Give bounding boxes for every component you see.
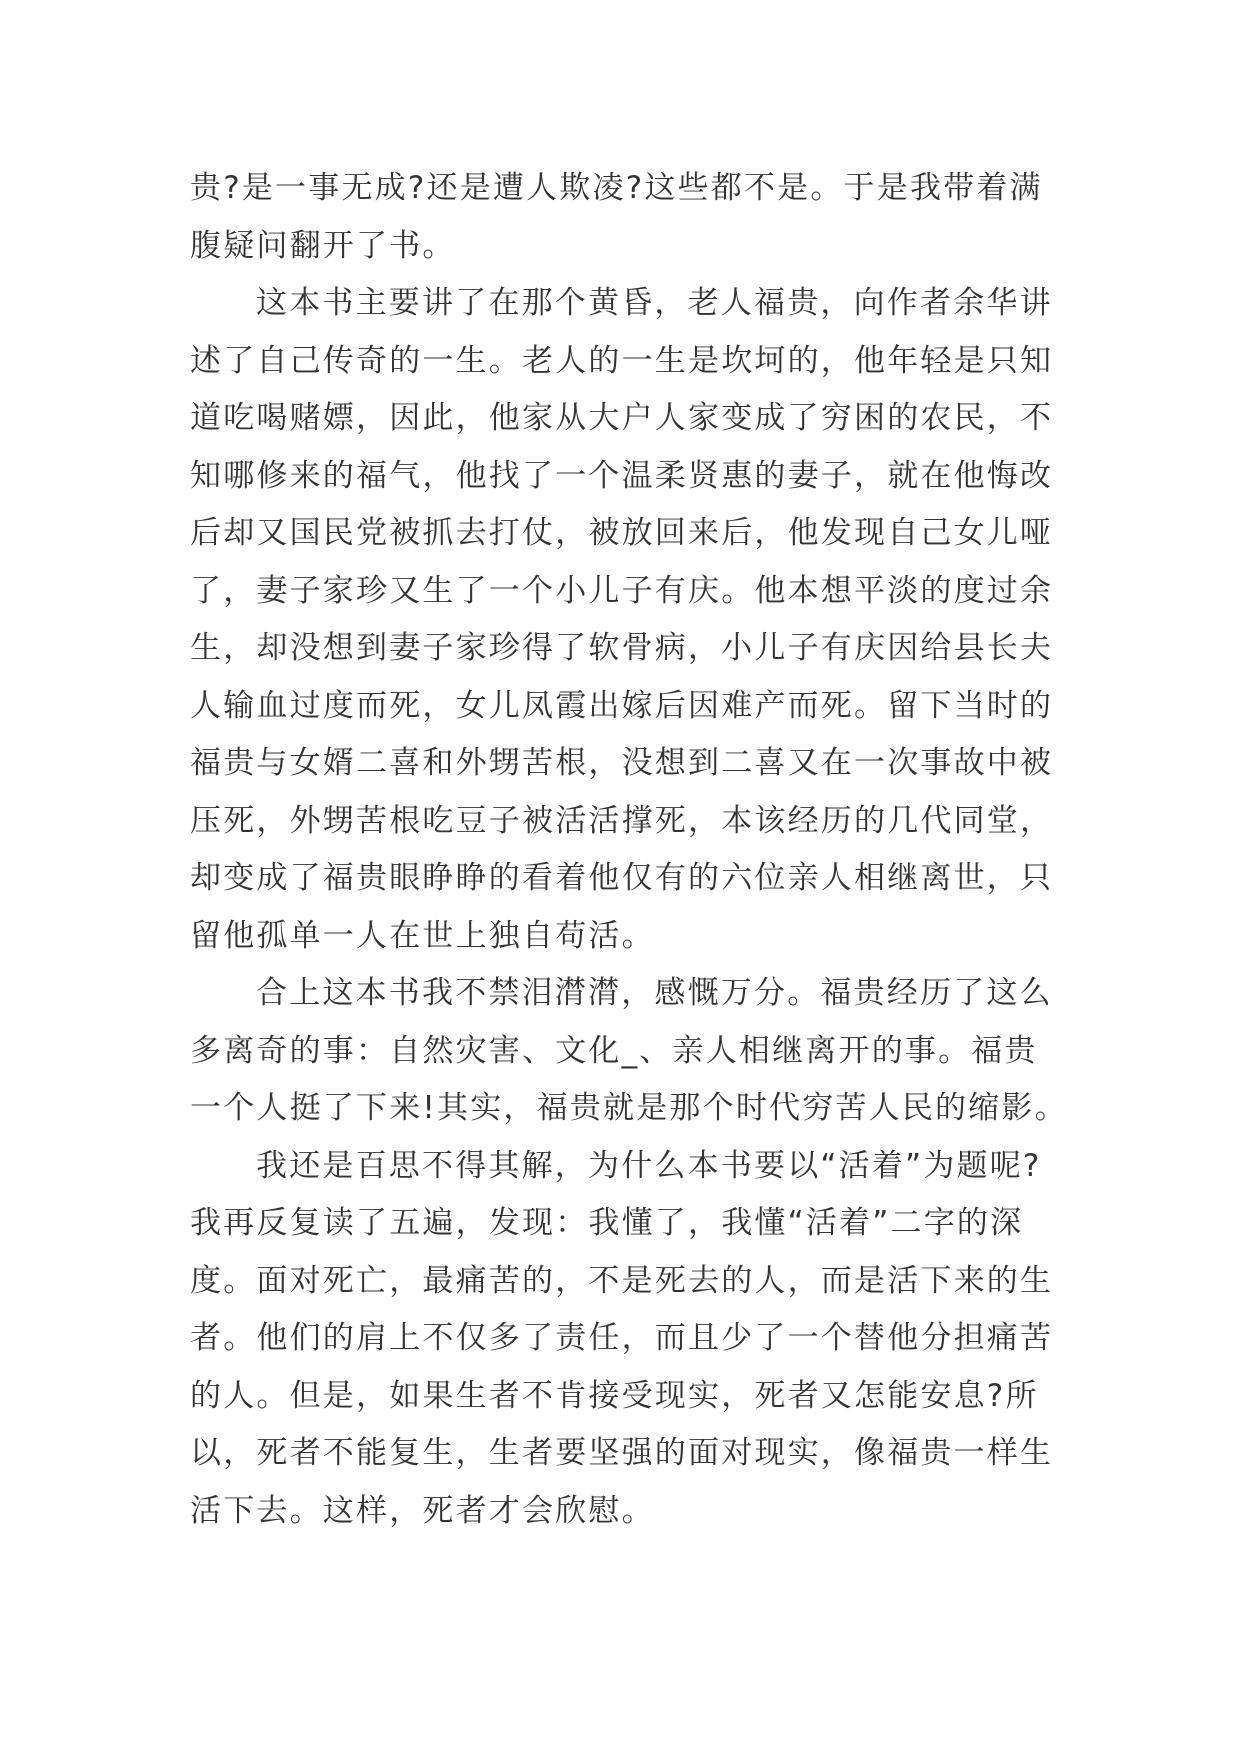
text-line: 合上这本书我不禁泪潸潸，感慨万分。福贵经历了这么 bbox=[256, 975, 1053, 1011]
text-line: 人输血过度而死，女儿凤霞出嫁后因难产而死。留下当时的 bbox=[190, 687, 1054, 724]
paragraph bbox=[190, 965, 1068, 1138]
text-line: 以，死者不能复生，生者要坚强的面对现实，像福贵一样生 bbox=[190, 1435, 1054, 1471]
paragraph bbox=[190, 275, 1060, 965]
text-line: 度。面对死亡，最痛苦的，不是死去的人，而是活下来的生 bbox=[190, 1262, 1054, 1299]
text-line: 却变成了福贵眼睁睁的看着他仅有的六位亲人相继离世，只 bbox=[190, 860, 1054, 896]
text-line: 多离奇的事：自然灾害、文化_、亲人相继离开的事。福贵 bbox=[190, 1032, 1038, 1069]
text-line: 一个人挺了下来!其实，福贵就是那个时代穷苦人民的缩影。 bbox=[190, 1090, 1068, 1126]
text-line: 生，却没想到妻子家珍得了软骨病，小儿子有庆因给县长夫 bbox=[190, 630, 1054, 666]
text-line: 我还是百思不得其解，为什么本书要以“活着”为题呢? bbox=[256, 1147, 1042, 1184]
text-line: 知哪修来的福气，他找了一个温柔贤惠的妻子，就在他悔改 bbox=[190, 457, 1054, 494]
text-line: 压死，外甥苦根吃豆子被活活撑死，本该经历的几代同堂， bbox=[190, 802, 1054, 839]
text-line: 留他孤单一人在世上独自苟活。 bbox=[190, 917, 655, 954]
text-line: 了，妻子家珍又生了一个小儿子有庆。他本想平淡的度过余 bbox=[190, 572, 1054, 609]
text-line: 活下去。这样，死者才会欣慰。 bbox=[190, 1492, 655, 1529]
text-line: 后却又国民党被抓去打仗，被放回来后，他发现自己女儿哑 bbox=[190, 515, 1054, 551]
text-line: 者。他们的肩上不仅多了责任，而且少了一个替他分担痛苦 bbox=[190, 1320, 1054, 1356]
text-line: 的人。但是，如果生者不肯接受现实，死者又怎能安息?所 bbox=[190, 1377, 1039, 1414]
text-line: 述了自己传奇的一生。老人的一生是坎坷的，他年轻是只知 bbox=[190, 342, 1054, 379]
text-line: 这本书主要讲了在那个黄昏，老人福贵，向作者余华讲 bbox=[256, 285, 1053, 321]
text-line: 腹疑问翻开了书。 bbox=[190, 227, 456, 264]
document-body bbox=[190, 160, 1068, 1540]
text-line: 道吃喝赌嫖，因此，他家从大户人家变成了穷困的农民，不 bbox=[190, 400, 1054, 436]
text-line: 福贵与女婿二喜和外甥苦根，没想到二喜又在一次事故中被 bbox=[190, 745, 1054, 781]
text-line: 贵?是一事无成?还是遭人欺凌?这些都不是。于是我带着满 bbox=[190, 170, 1043, 206]
paragraph bbox=[190, 160, 1060, 275]
text-line: 我再反复读了五遍，发现：我懂了，我懂“活着”二字的深 bbox=[190, 1205, 1024, 1241]
paragraph bbox=[190, 1138, 1060, 1541]
